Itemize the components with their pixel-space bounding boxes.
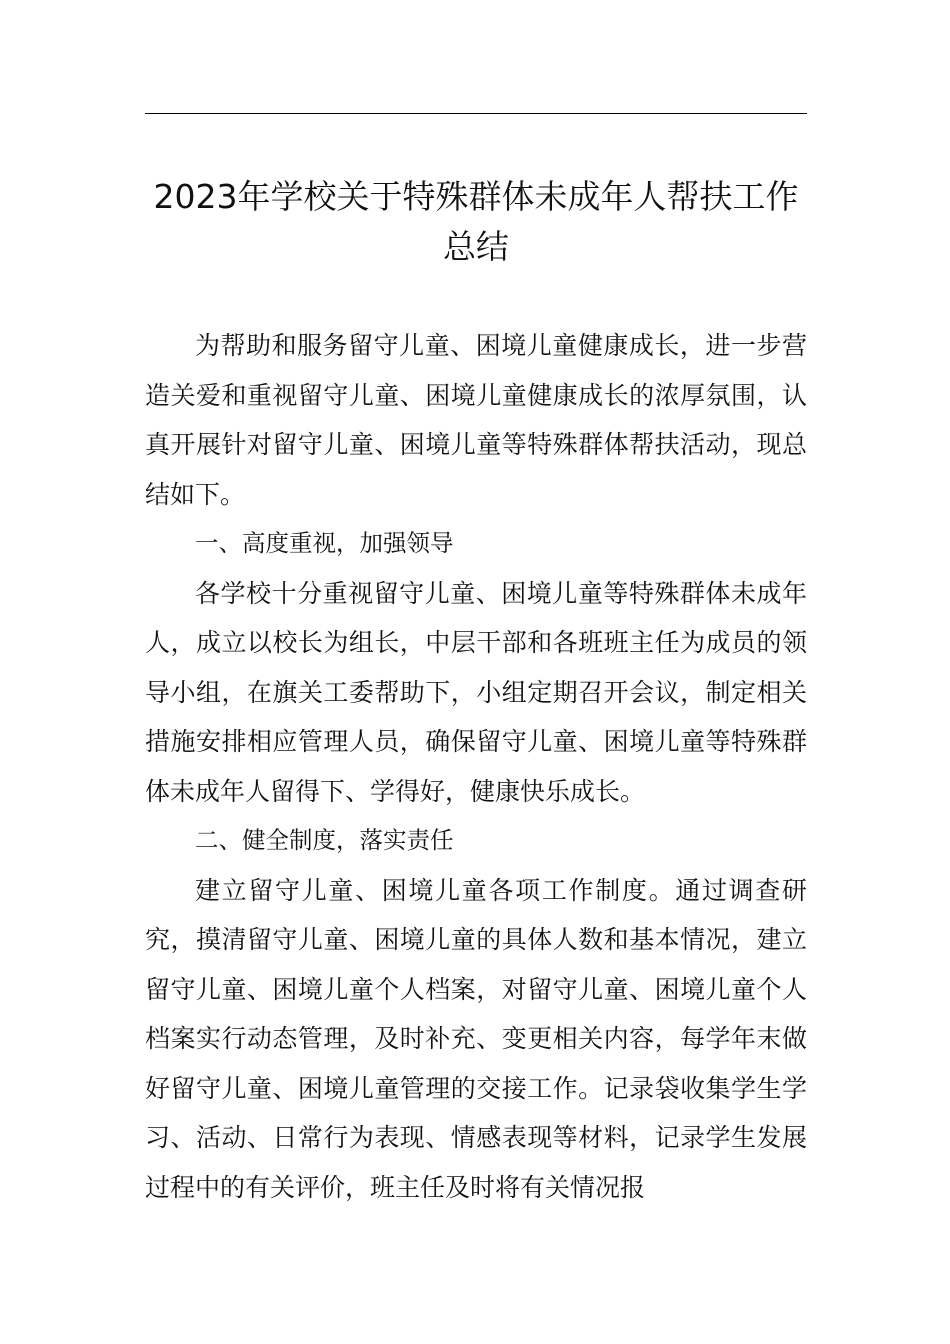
section-heading-2: 二、健全制度，落实责任 <box>195 826 454 854</box>
header-rule <box>145 113 807 114</box>
document-body <box>145 321 807 1212</box>
intro-paragraph: 为帮助和服务留守儿童、困境儿童健康成长，进一步营造关爱和重视留守儿童、困境儿童健康成长的浓厚氛围，认真开展针对留守儿童、困境儿童等特殊群体帮扶活动，现总结如下。 <box>145 331 807 509</box>
section-2-paragraph: 建立留守儿童、困境儿童各项工作制度。通过调查研究，摸清留守儿童、困境儿童的具体人数和基本情况，建立留守儿童、困境儿童个人档案，对留守儿童、困境儿童个人档案实行动态管理，及时补充、变更相关内容，每学年末做好留守儿童、困境儿童管理的交接工作。记录袋收集学生学习、活动、日常行为表现、情感表现等材料，记录学生发展过程中的有关评价，班主任及时将有关情况报 <box>145 875 807 1202</box>
section-heading-1: 一、高度重视，加强领导 <box>195 529 454 557</box>
document-title: 2023年学校关于特殊群体未成年人帮扶工作总结 <box>153 177 799 266</box>
section-1-paragraph: 各学校十分重视留守儿童、困境儿童等特殊群体未成年人，成立以校长为组长，中层干部和各班班主任为成员的领导小组，在旗关工委帮助下，小组定期召开会议，制定相关措施安排相应管理人员，确保留守儿童、困境儿童等特殊群体未成年人留得下、学得好，健康快乐成长。 <box>145 578 807 806</box>
